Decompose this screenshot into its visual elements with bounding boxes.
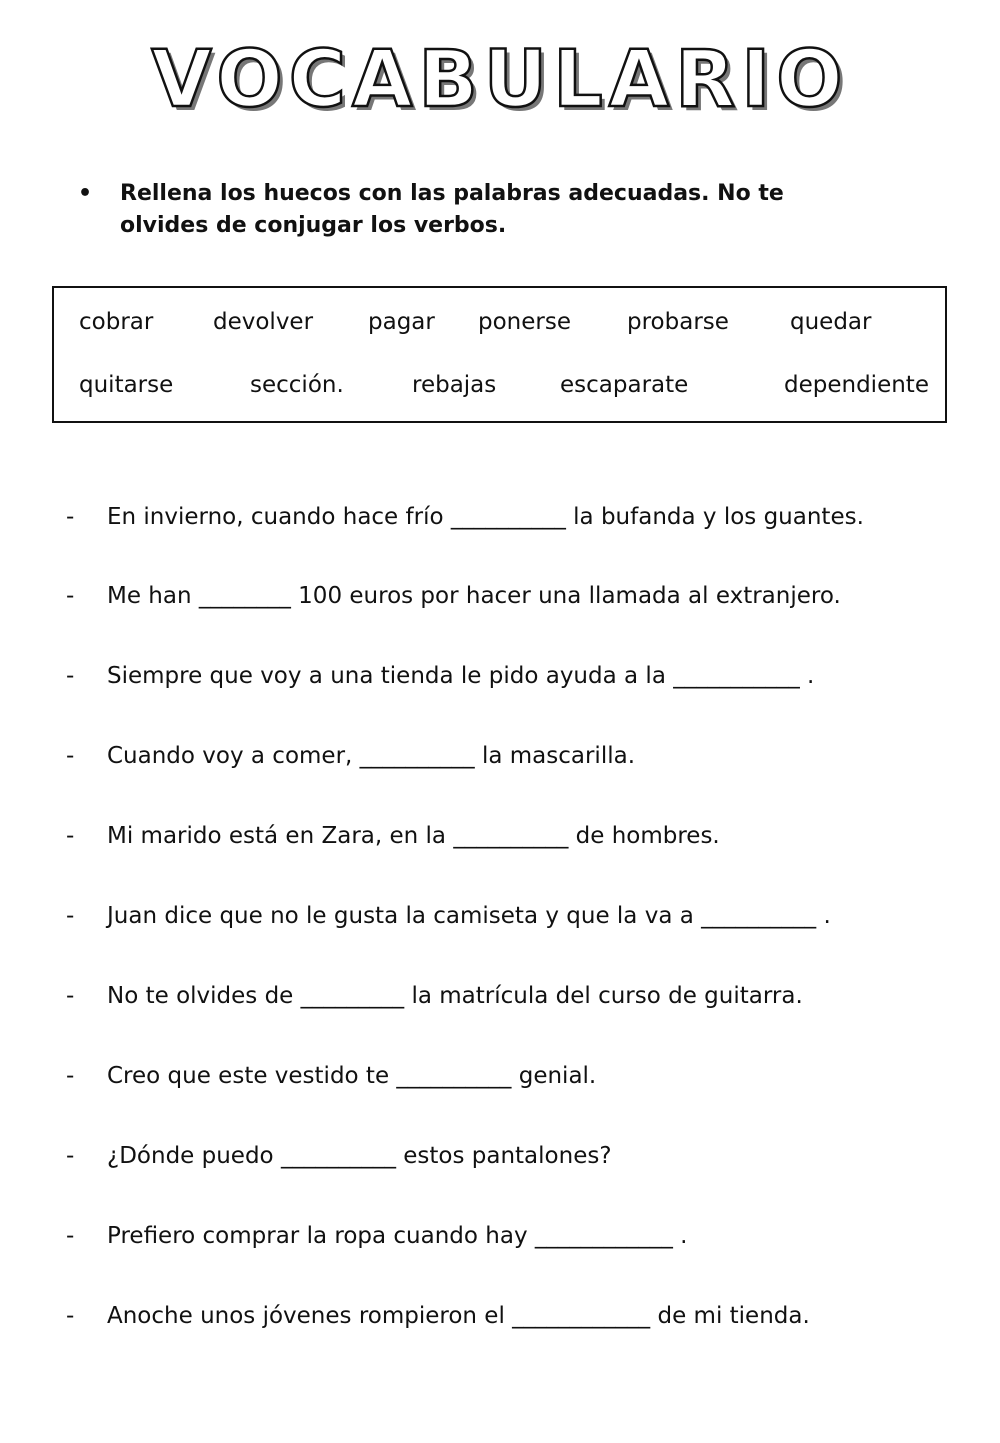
page-title: VOCABULARIO bbox=[151, 35, 849, 125]
exercise-sentence bbox=[0, 1299, 1000, 1333]
exercise-sentence bbox=[0, 500, 1000, 534]
word-bank-item: quitarse bbox=[79, 372, 174, 398]
exercise-sentence bbox=[0, 1139, 1000, 1173]
exercise-sentence bbox=[0, 579, 1000, 613]
exercise-sentence bbox=[0, 1059, 1000, 1093]
word-bank-item: dependiente bbox=[784, 372, 929, 398]
exercise-sentence bbox=[0, 739, 1000, 773]
word-bank-item: ponerse bbox=[478, 309, 571, 335]
sentence-text: Siempre que voy a una tienda le pido ayuda a la ___________ . bbox=[107, 663, 815, 689]
dash-marker: - bbox=[66, 743, 75, 769]
sentence-text: Mi marido está en Zara, en la __________ de hombres. bbox=[107, 823, 720, 849]
dash-marker: - bbox=[66, 983, 75, 1009]
dash-marker: - bbox=[66, 903, 75, 929]
instruction-text: Rellena los huecos con las palabras adecuadas. No te olvides de conjugar los verbos. bbox=[120, 181, 784, 238]
dash-marker: - bbox=[66, 1063, 75, 1089]
dash-marker: - bbox=[66, 1143, 75, 1169]
word-bank-item: quedar bbox=[790, 309, 872, 335]
dash-marker: - bbox=[66, 583, 75, 609]
dash-marker: - bbox=[66, 663, 75, 689]
sentence-text: Me han ________ 100 euros por hacer una llamada al extranjero. bbox=[107, 583, 841, 609]
word-bank-item: sección. bbox=[250, 372, 344, 398]
bullet-icon: • bbox=[78, 181, 93, 206]
sentence-text: Cuando voy a comer, __________ la mascarilla. bbox=[107, 743, 636, 769]
exercise-sentence bbox=[0, 819, 1000, 853]
exercise-sentence bbox=[0, 659, 1000, 693]
dash-marker: - bbox=[66, 1223, 75, 1249]
instruction bbox=[78, 178, 878, 242]
sentence-text: Creo que este vestido te __________ genial. bbox=[107, 1063, 597, 1089]
word-bank-item: escaparate bbox=[560, 372, 689, 398]
dash-marker: - bbox=[66, 1303, 75, 1329]
word-bank-item: devolver bbox=[213, 309, 314, 335]
word-bank-item: probarse bbox=[627, 309, 729, 335]
sentence-text: En invierno, cuando hace frío __________ la bufanda y los guantes. bbox=[107, 504, 864, 530]
word-bank-box bbox=[52, 286, 947, 423]
exercise-sentence bbox=[0, 899, 1000, 933]
sentence-text: Anoche unos jóvenes rompieron el ____________ de mi tienda. bbox=[107, 1303, 810, 1329]
dash-marker: - bbox=[66, 504, 75, 530]
sentence-text: Prefiero comprar la ropa cuando hay ____________ . bbox=[107, 1223, 688, 1249]
exercise-sentence bbox=[0, 1219, 1000, 1253]
sentence-text: ¿Dónde puedo __________ estos pantalones? bbox=[107, 1143, 612, 1169]
dash-marker: - bbox=[66, 823, 75, 849]
word-bank-item: pagar bbox=[368, 309, 435, 335]
word-bank-item: rebajas bbox=[412, 372, 497, 398]
sentence-text: No te olvides de _________ la matrícula del curso de guitarra. bbox=[107, 983, 803, 1009]
sentence-text: Juan dice que no le gusta la camiseta y que la va a __________ . bbox=[107, 903, 831, 929]
word-bank-item: cobrar bbox=[79, 309, 154, 335]
exercise-sentence bbox=[0, 979, 1000, 1013]
